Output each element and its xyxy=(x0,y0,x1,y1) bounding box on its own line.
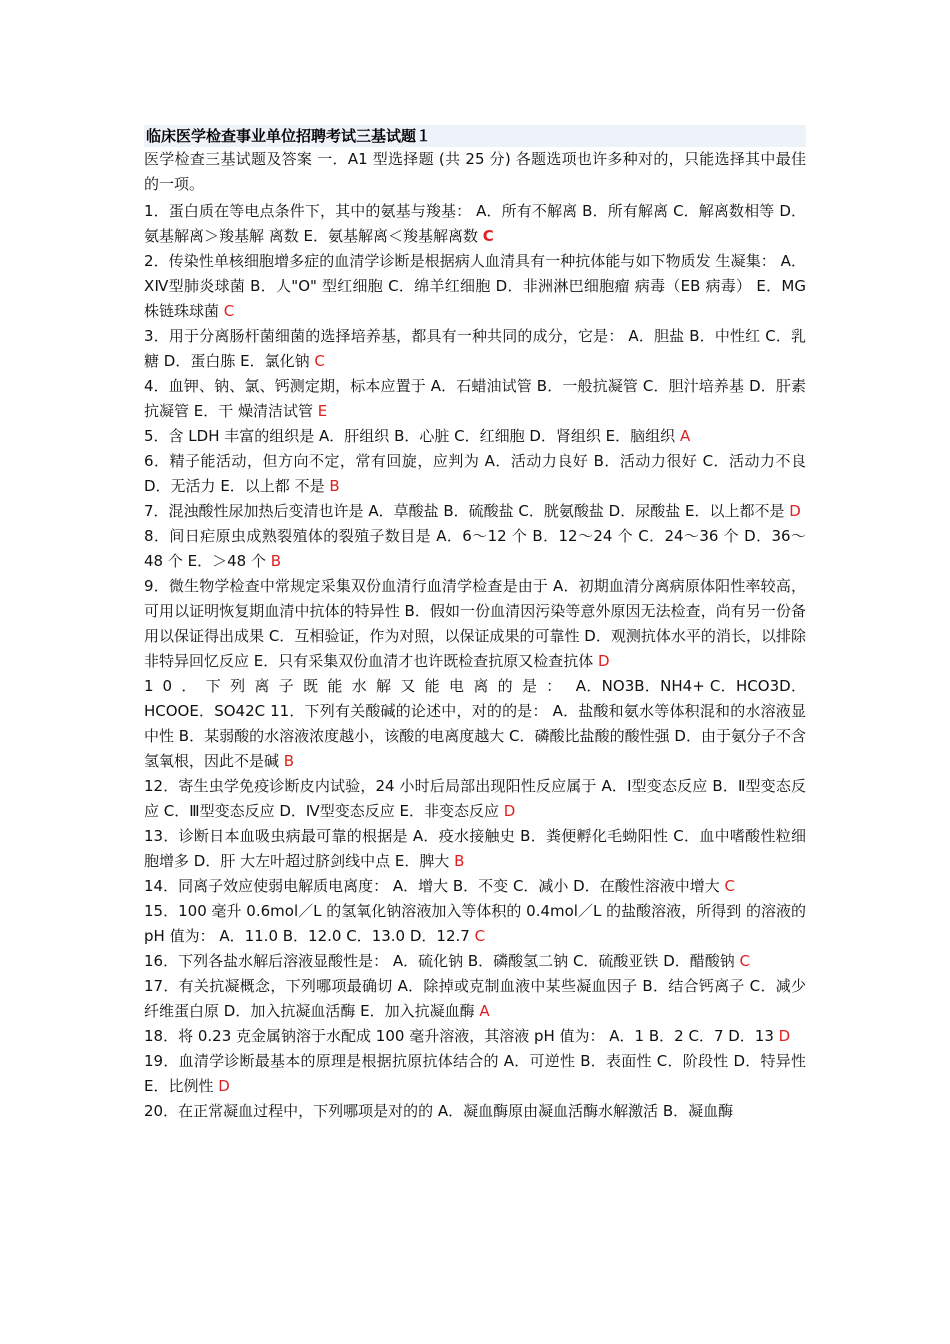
answer: D xyxy=(789,502,801,520)
answer: B xyxy=(283,752,295,770)
document-title: 临床医学检查事业单位招聘考试三基试题１ xyxy=(144,125,806,147)
answer: D xyxy=(598,652,610,670)
question-text: 13．诊断日本血吸虫病最可靠的根据是 A．疫水接触史 B．粪便孵化毛蚴阳性 C．血中嗜酸性粒细胞增多 D．肝 大左叶超过脐剑线中点 E．脾大 xyxy=(144,827,806,870)
question-19 xyxy=(144,1049,806,1099)
answer: E xyxy=(317,402,328,420)
question-text: 2．传染性单核细胞增多症的血清学诊断是根据病人血清具有一种抗体能与如下物质发 生凝集： A．XⅣ型肺炎球菌 B．人"O" 型红细胞 C．绵羊红细胞 D．非洲淋巴细胞瘤 病毒（EB 病毒） E．MG 株链珠球菌 xyxy=(144,252,806,320)
question-20 xyxy=(144,1099,806,1124)
question-16 xyxy=(144,949,806,974)
answer: D xyxy=(218,1077,230,1095)
question-text: 16．下列各盐水解后溶液显酸性是： A．硫化钠 B．磷酸氢二钠 C．硫酸亚铁 D．醋酸钠 xyxy=(144,952,740,970)
intro-paragraph: 医学检查三基试题及答案 一．A1 型选择题 (共 25 分) 各题选项也许多种对的，只能选择其中最佳的一项。 xyxy=(144,150,806,193)
question-text: 20．在正常凝血过程中，下列哪项是对的的 A．凝血酶原由凝血活酶水解激活 B．凝血酶 xyxy=(144,1102,734,1120)
question-15 xyxy=(144,899,806,949)
question-text: 9．微生物学检查中常规定采集双份血清行血清学检查是由于 A．初期血清分离病原体阳性率较高，可用以证明恢复期血清中抗体的特异性 B．假如一份血清因污染等意外原因无法检查，尚有另一份备用以保证得出成果 C．互相验证，作为对照，以保证成果的可靠性 D．观测抗体水平的消长，以排除非特异回忆反应 E．只有采集双份血清才也许既检查抗原又检查抗体 xyxy=(144,577,806,670)
answer: B xyxy=(329,477,340,495)
answer: C xyxy=(474,927,486,945)
question-3 xyxy=(144,324,806,374)
question-text: 12．寄生虫学免疫诊断皮内试验，24 小时后局部出现阳性反应属于 A．Ⅰ型变态反应 B．Ⅱ型变态反应 C．Ⅲ型变态反应 D．Ⅳ型变态反应 E．非变态反应 xyxy=(144,777,806,820)
question-text: 4．血钾、钠、氯、钙测定期，标本应置于 A．石蜡油试管 B．一般抗凝管 C．胆汁培养基 D．肝素抗凝管 E．干 燥清洁试管 xyxy=(144,377,806,420)
question-text: 8．间日疟原虫成熟裂殖体的裂殖子数目是 A．6～12 个 B．12～24 个 C．24～36 个 D．36～48 个 E．＞48 个 xyxy=(144,527,806,570)
question-text: 3．用于分离肠杆菌细菌的选择培养基，都具有一种共同的成分，它是： A．胆盐 B．中性红 C．乳糖 D．蛋白胨 E．氯化钠 xyxy=(144,327,806,370)
question-10-11 xyxy=(144,674,806,774)
question-14 xyxy=(144,874,806,899)
question-text: 1．蛋白质在等电点条件下，其中的氨基与羧基： A．所有不解离 B．所有解离 C．解离数相等 D．氨基解离＞羧基解 离数 E．氨基解离＜羧基解离数 xyxy=(144,202,806,245)
question-text: 17．有关抗凝概念，下列哪项最确切 A．除掉或克制血液中某些凝血因子 B．结合钙离子 C．减少纤维蛋白原 D．加入抗凝血活酶 E．加入抗凝血酶 xyxy=(144,977,806,1020)
question-1 xyxy=(144,199,806,249)
question-text: 6．精子能活动，但方向不定，常有回旋，应判为 A．活动力良好 B．活动力很好 C．活动力不良 D．无活力 E．以上都 不是 xyxy=(144,452,806,495)
answer: B xyxy=(270,552,282,570)
document xyxy=(144,125,806,1124)
answer: D xyxy=(778,1027,791,1045)
answer: A xyxy=(679,427,691,445)
question-18 xyxy=(144,1024,806,1049)
question-text: 19．血清学诊断最基本的原理是根据抗原抗体结合的 A．可逆性 B．表面性 C．阶段性 D．特异性 E．比例性 xyxy=(144,1052,806,1095)
question-text: 15．100 毫升 0.6mol／L 的氢氧化钠溶液加入等体积的 0.4mol／L 的盐酸溶液，所得到 的溶液的 pH 值为： A．11.0 B．12.0 C．13.0 D．12.7 xyxy=(144,902,806,945)
answer: C xyxy=(739,952,750,970)
question-7 xyxy=(144,499,806,524)
question-13 xyxy=(144,824,806,874)
answer: C xyxy=(223,302,235,320)
question-9 xyxy=(144,574,806,674)
answer: B xyxy=(454,852,465,870)
question-5 xyxy=(144,424,806,449)
question-8 xyxy=(144,524,806,574)
question-text: 7．混浊酸性尿加热后变清也许是 A．草酸盐 B．硫酸盐 C．胱氨酸盐 D．尿酸盐 E．以上都不是 xyxy=(144,502,790,520)
question-17 xyxy=(144,974,806,1024)
answer: C xyxy=(314,352,325,370)
question-text: 14．同离子效应使弱电解质电离度： A．增大 B．不变 C．减小 D．在酸性溶液中增大 xyxy=(144,877,725,895)
question-6 xyxy=(144,449,806,499)
question-text: 18．将 0.23 克金属钠溶于水配成 100 毫升溶液，其溶液 pH 值为： A．1 B．2 C．7 D．13 xyxy=(144,1027,779,1045)
answer: C xyxy=(482,227,494,245)
question-text-lead: 10．下列离子既能水解又能电离的是： xyxy=(144,677,571,695)
question-2 xyxy=(144,249,806,324)
answer: D xyxy=(503,802,516,820)
question-12 xyxy=(144,774,806,824)
question-text: A．NO3B．NH4+ C．HCO3D．HCOOE．SO42C 11．下列有关酸碱的论述中，对的的是： A．盐酸和氨水等体积混和的水溶液显中性 B．某弱酸的水溶液浓度越小，该酸的电离度越大 C．磷酸比盐酸的酸性强 D．由于氨分子不含氢氧根，因此不是碱 xyxy=(144,677,806,770)
question-text: 5．含 LDH 丰富的组织是 A．肝组织 B．心脏 C．红细胞 D．肾组织 E．脑组织 xyxy=(144,427,680,445)
question-4 xyxy=(144,374,806,424)
answer: C xyxy=(724,877,735,895)
answer: A xyxy=(479,1002,490,1020)
